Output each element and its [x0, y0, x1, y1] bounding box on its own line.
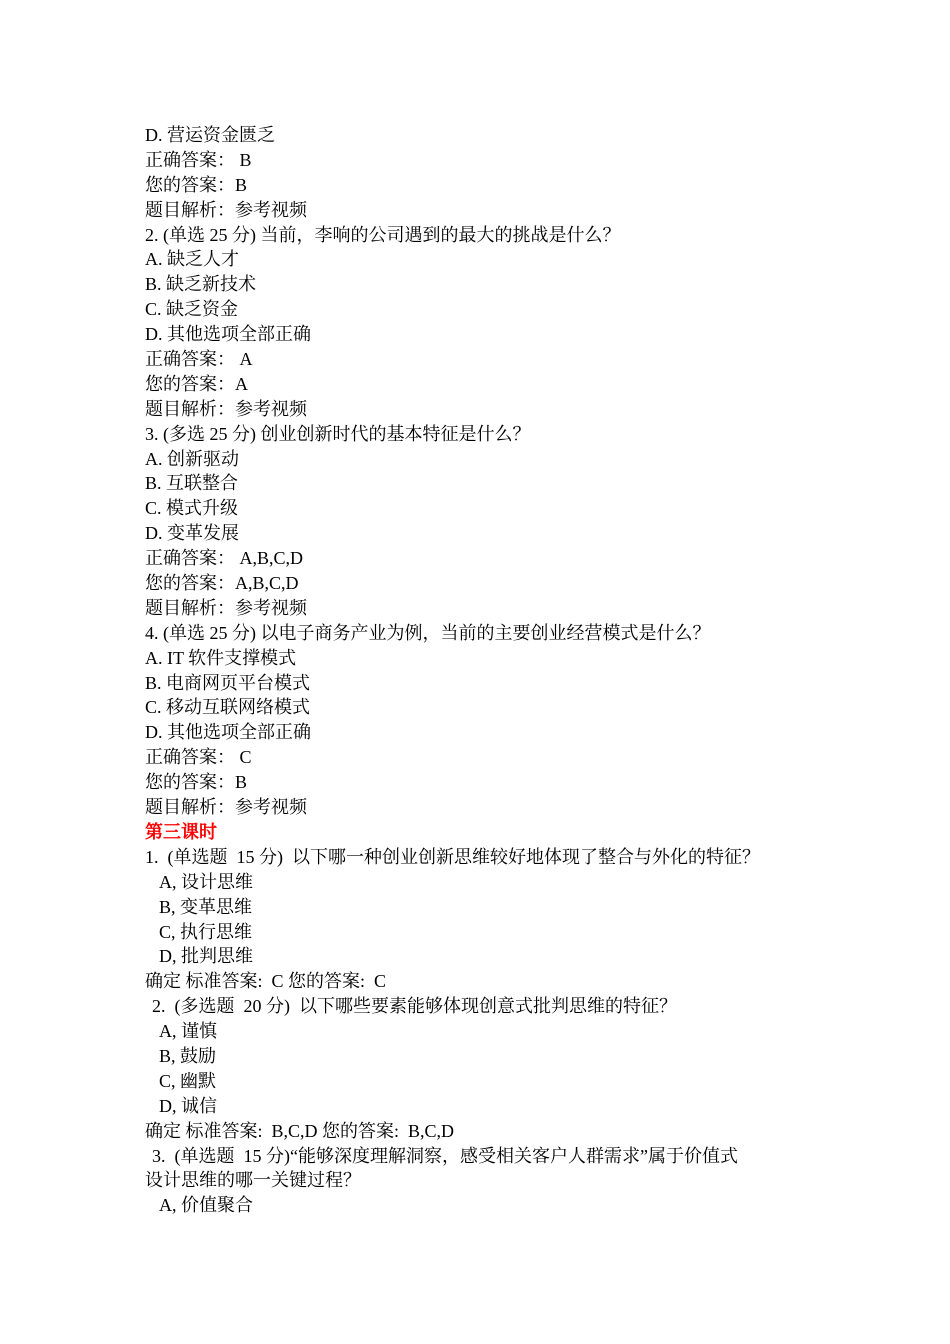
your-answer: 您的答案：A,B,C,D — [145, 573, 299, 594]
option-d: D. 变革发展 — [145, 523, 239, 544]
answer-summary: 确定 标准答案: C 您的答案: C — [145, 971, 387, 992]
option-d: D, 诚信 — [159, 1095, 217, 1116]
option-b: B. 缺乏新技术 — [145, 274, 257, 295]
answer-summary: 确定 标准答案: B,C,D 您的答案: B,C,D — [145, 1120, 455, 1141]
option-c: C. 移动互联网络模式 — [145, 697, 311, 718]
option-d: D, 批判思维 — [159, 946, 253, 967]
option-a: A, 设计思维 — [159, 871, 253, 892]
option-d: D. 其他选项全部正确 — [145, 722, 311, 743]
option-c: C. 缺乏资金 — [145, 299, 239, 320]
option-a: A. IT 软件支撑模式 — [145, 647, 297, 668]
option-d: D. 其他选项全部正确 — [145, 324, 311, 345]
option-a: A. 创新驱动 — [145, 448, 239, 469]
option-c: C. 模式升级 — [145, 498, 239, 519]
option-c: C, 幽默 — [159, 1070, 217, 1091]
option-c: C, 执行思维 — [159, 921, 253, 942]
option-b: B, 变革思维 — [159, 896, 253, 917]
option-a: A, 谨慎 — [159, 1021, 217, 1042]
section-heading: 第三课时 — [145, 821, 217, 842]
option-b: B, 鼓励 — [159, 1045, 217, 1066]
option-b: B. 电商网页平台模式 — [145, 672, 311, 693]
question-3: 3. (多选 25 分) 创业创新时代的基本特征是什么？ — [145, 423, 531, 444]
lesson3-question-3: 3. (单选题 15 分)“能够深度理解洞察，感受相关客户人群需求”属于价值式 — [152, 1145, 738, 1166]
explanation: 题目解析：参考视频 — [145, 398, 307, 419]
correct-answer: 正确答案： C — [145, 747, 252, 768]
explanation: 题目解析：参考视频 — [145, 797, 307, 818]
your-answer: 您的答案：B — [145, 772, 248, 793]
option-b: B. 互联整合 — [145, 473, 239, 494]
lesson3-question-1: 1. (单选题 15 分) 以下哪一种创业创新思维较好地体现了整合与外化的特征？ — [145, 846, 760, 867]
correct-answer: 正确答案： A,B,C,D — [145, 548, 304, 569]
question-4: 4. (单选 25 分) 以电子商务产业为例，当前的主要创业经营模式是什么？ — [145, 622, 711, 643]
explanation: 题目解析：参考视频 — [145, 199, 307, 220]
question-2: 2. (单选 25 分) 当前，李响的公司遇到的最大的挑战是什么？ — [145, 224, 621, 245]
option-d: D. 营运资金匮乏 — [145, 125, 275, 145]
correct-answer: 正确答案： B — [145, 149, 252, 170]
explanation: 题目解析：参考视频 — [145, 597, 307, 618]
option-a: A, 价值聚合 — [159, 1195, 253, 1216]
your-answer: 您的答案：A — [145, 373, 248, 394]
your-answer: 您的答案：B — [145, 174, 248, 195]
option-a: A. 缺乏人才 — [145, 249, 239, 270]
correct-answer: 正确答案： A — [145, 349, 253, 370]
lesson3-question-3-continued: 设计思维的哪一关键过程？ — [145, 1170, 361, 1191]
document-body — [145, 123, 825, 1218]
lesson3-question-2: 2. (多选题 20 分) 以下哪些要素能够体现创意式批判思维的特征？ — [152, 996, 677, 1017]
